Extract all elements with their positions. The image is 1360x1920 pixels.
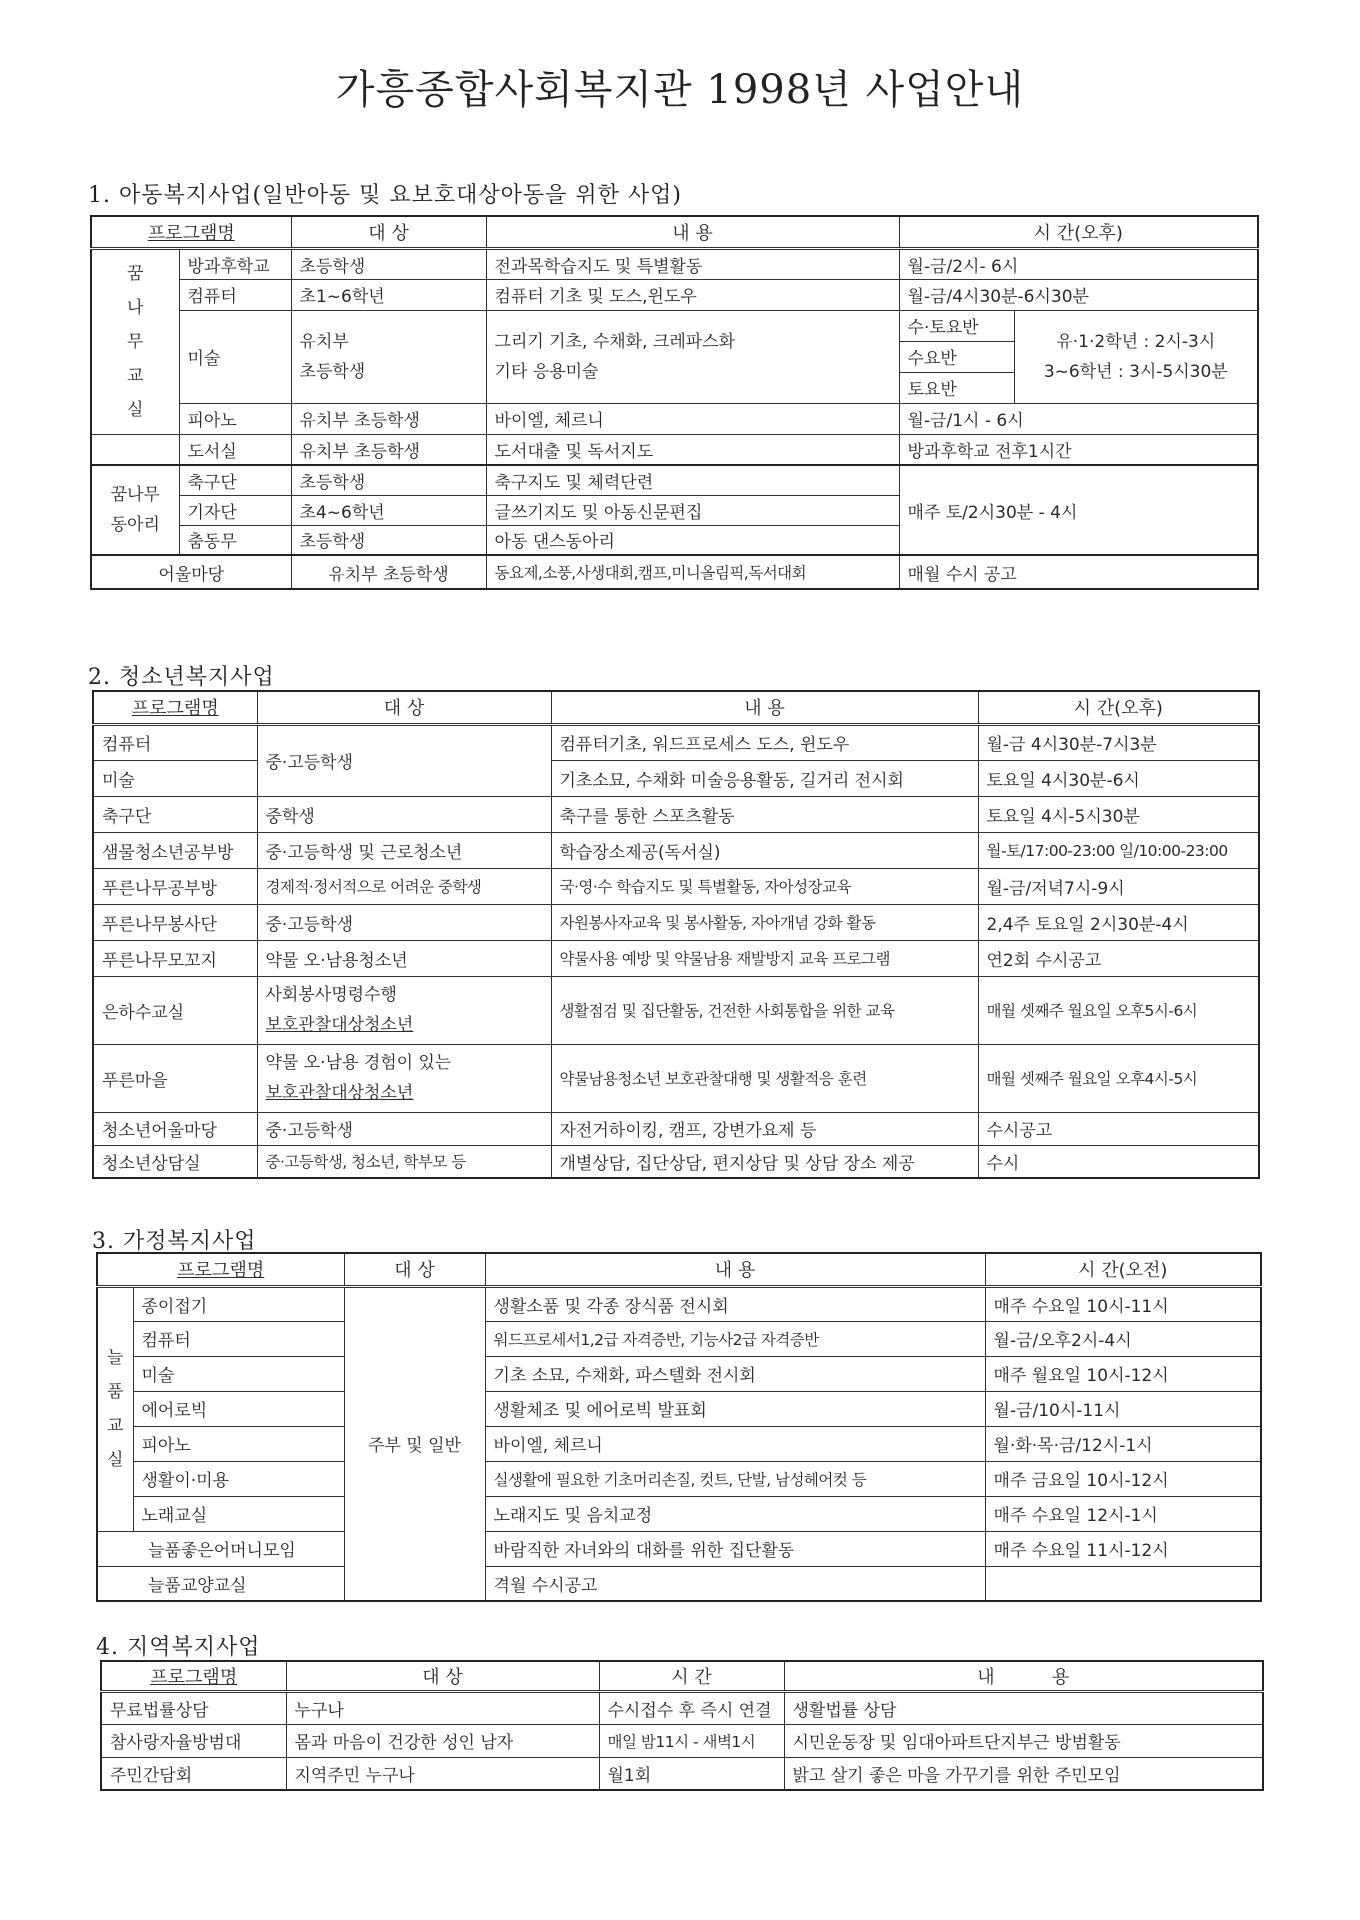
col-header-time: 시 간 xyxy=(599,1661,784,1691)
target: 유치부 초등학생 xyxy=(291,310,486,403)
time: 월-토/17:00-23:00 일/10:00-23:00 xyxy=(978,832,1259,868)
program-name: 푸른나무공부방 xyxy=(93,868,257,904)
target: 중·고등학생 xyxy=(257,904,551,940)
program-name: 노래교실 xyxy=(133,1496,344,1531)
program-name: 방과후학교 xyxy=(179,248,291,279)
content: 컴퓨터 기초 및 도스,윈도우 xyxy=(486,279,899,310)
time-class: 수·토요반 xyxy=(899,310,1014,341)
youth-welfare-table xyxy=(92,690,1260,1179)
time: 매주 월요일 10시-12시 xyxy=(985,1356,1261,1391)
program-name: 은하수교실 xyxy=(93,976,257,1044)
target: 몸과 마음이 건강한 성인 남자 xyxy=(286,1724,599,1757)
program-name: 미술 xyxy=(179,310,291,403)
group-label-dream-tree-class: 꿈 나 무 교 실 xyxy=(91,248,179,434)
content: 바이엘, 체르니 xyxy=(486,403,899,434)
table-row xyxy=(97,1566,1261,1601)
shared-target: 주부 및 일반 xyxy=(344,1286,485,1601)
time: 월-금/저녁7시-9시 xyxy=(978,868,1259,904)
program-name: 참사랑자율방범대 xyxy=(101,1724,286,1757)
col-header-target: 대 상 xyxy=(344,1253,485,1286)
time: 매주 수요일 11시-12시 xyxy=(985,1531,1261,1566)
time-class: 토요반 xyxy=(899,372,1014,403)
section-heading-community-welfare: 4. 지역복지사업 xyxy=(96,1635,261,1660)
table-row xyxy=(93,868,1259,904)
table-row xyxy=(91,434,1258,465)
time: 토요일 4시-5시30분 xyxy=(978,796,1259,832)
target: 유치부 초등학생 xyxy=(291,434,486,465)
col-header-program: 프로그램명 xyxy=(93,691,257,724)
col-header-content: 내 용 xyxy=(784,1661,1263,1691)
section-heading-youth-welfare: 2. 청소년복지사업 xyxy=(88,665,275,690)
table-row xyxy=(97,1426,1261,1461)
time: 매월 수시 공고 xyxy=(899,555,1258,589)
program-name: 춤동무 xyxy=(179,525,291,555)
content: 국·영·수 학습지도 및 특별활동, 자아성장교육 xyxy=(551,868,978,904)
target: 누구나 xyxy=(286,1691,599,1724)
program-name: 도서실 xyxy=(179,434,291,465)
table-header-row xyxy=(91,216,1258,248)
table-row xyxy=(93,1112,1259,1145)
program-name: 미술 xyxy=(133,1356,344,1391)
program-name: 컴퓨터 xyxy=(93,724,257,760)
target: 약물 오·남용청소년 xyxy=(257,940,551,976)
table-row xyxy=(91,403,1258,434)
table-row xyxy=(93,796,1259,832)
time: 월-금/4시30분-6시30분 xyxy=(899,279,1258,310)
time xyxy=(985,1566,1261,1601)
program-name: 푸른나무모꼬지 xyxy=(93,940,257,976)
time-detail: 유·1·2학년 : 2시-3시 3~6학년 : 3시-5시30분 xyxy=(1014,310,1258,403)
content: 전과목학습지도 및 특별활동 xyxy=(486,248,899,279)
time-class: 수요반 xyxy=(899,341,1014,372)
col-header-target: 대 상 xyxy=(286,1661,599,1691)
table-row xyxy=(91,465,1258,495)
table-header-row xyxy=(101,1661,1263,1691)
time: 매주 금요일 10시-12시 xyxy=(985,1461,1261,1496)
table-row xyxy=(93,904,1259,940)
target: 초1~6학년 xyxy=(291,279,486,310)
time: 월-금/2시- 6시 xyxy=(899,248,1258,279)
time: 수시 xyxy=(978,1145,1259,1178)
group-label-dream-tree-club: 꿈나무 동아리 xyxy=(91,465,179,555)
content: 약물사용 예방 및 약물남용 재발방지 교육 프로그램 xyxy=(551,940,978,976)
col-header-content: 내 용 xyxy=(485,1253,985,1286)
target: 중·고등학생, 청소년, 학부모 등 xyxy=(257,1145,551,1178)
time: 월-금/오후2시-4시 xyxy=(985,1321,1261,1356)
table-row xyxy=(97,1461,1261,1496)
content: 기초소묘, 수채화 미술응용활동, 길거리 전시회 xyxy=(551,760,978,796)
time: 월·화·목·금/12시-1시 xyxy=(985,1426,1261,1461)
target: 유치부 초등학생 xyxy=(291,555,486,589)
program-name: 푸른나무봉사단 xyxy=(93,904,257,940)
col-header-time: 시 간(오전) xyxy=(985,1253,1261,1286)
program-name: 늘품좋은어머니모임 xyxy=(97,1531,344,1566)
content: 축구지도 및 체력단련 xyxy=(486,465,899,495)
content: 아동 댄스동아리 xyxy=(486,525,899,555)
table-row xyxy=(93,832,1259,868)
target: 중학생 xyxy=(257,796,551,832)
group-label-neulpum-class: 늘 품 교 실 xyxy=(97,1286,133,1531)
time: 연2회 수시공고 xyxy=(978,940,1259,976)
program-name: 피아노 xyxy=(133,1426,344,1461)
content: 개별상담, 집단상담, 편지상담 및 상담 장소 제공 xyxy=(551,1145,978,1178)
table-row xyxy=(101,1724,1263,1757)
content: 생활점검 및 집단활동, 건전한 사회통합을 위한 교육 xyxy=(551,976,978,1044)
target: 약물 오·남용 경험이 있는 보호관찰대상청소년 xyxy=(257,1044,551,1112)
table-row xyxy=(93,1044,1259,1112)
table-row xyxy=(97,1496,1261,1531)
content: 바이엘, 체르니 xyxy=(485,1426,985,1461)
table-row xyxy=(97,1531,1261,1566)
col-header-program: 프로그램명 xyxy=(97,1253,344,1286)
time: 월-금/10시-11시 xyxy=(985,1391,1261,1426)
target: 초등학생 xyxy=(291,525,486,555)
col-header-content: 내 용 xyxy=(551,691,978,724)
program-name: 에어로빅 xyxy=(133,1391,344,1426)
table-row xyxy=(97,1286,1261,1321)
target: 초등학생 xyxy=(291,465,486,495)
time: 수시접수 후 즉시 연결 xyxy=(599,1691,784,1724)
col-header-program: 프로그램명 xyxy=(91,216,291,248)
target: 경제적·정서적으로 어려운 중학생 xyxy=(257,868,551,904)
time: 월-금 4시30분-7시3분 xyxy=(978,724,1259,760)
program-name: 피아노 xyxy=(179,403,291,434)
table-row xyxy=(91,310,1258,341)
table-row xyxy=(91,279,1258,310)
col-header-target: 대 상 xyxy=(257,691,551,724)
table-row xyxy=(91,555,1258,589)
content: 노래지도 및 음치교정 xyxy=(485,1496,985,1531)
family-welfare-table xyxy=(96,1252,1262,1602)
col-header-target: 대 상 xyxy=(291,216,486,248)
content: 그리기 기초, 수채화, 크레파스화 기타 응용미술 xyxy=(486,310,899,403)
child-welfare-table xyxy=(90,215,1259,590)
time: 월-금/1시 - 6시 xyxy=(899,403,1258,434)
content: 축구를 통한 스포츠활동 xyxy=(551,796,978,832)
time: 매일 밤11시 - 새벽1시 xyxy=(599,1724,784,1757)
table-header-row xyxy=(97,1253,1261,1286)
content: 실생활에 필요한 기초머리손질, 컷트, 단발, 남성헤어컷 등 xyxy=(485,1461,985,1496)
content: 자전거하이킹, 캠프, 강변가요제 등 xyxy=(551,1112,978,1145)
content: 컴퓨터기초, 워드프로세스 도스, 윈도우 xyxy=(551,724,978,760)
content: 학습장소제공(독서실) xyxy=(551,832,978,868)
target: 중·고등학생 xyxy=(257,1112,551,1145)
table-row xyxy=(97,1321,1261,1356)
time: 수시공고 xyxy=(978,1112,1259,1145)
shared-time: 매주 토/2시30분 - 4시 xyxy=(899,465,1258,555)
program-name: 종이접기 xyxy=(133,1286,344,1321)
program-name: 기자단 xyxy=(179,495,291,525)
table-row xyxy=(97,1356,1261,1391)
table-row xyxy=(93,940,1259,976)
target: 중·고등학생 및 근로청소년 xyxy=(257,832,551,868)
content: 워드프로세서1,2급 자격증반, 기능사2급 자격증반 xyxy=(485,1321,985,1356)
table-row xyxy=(93,976,1259,1044)
time: 2,4주 토요일 2시30분-4시 xyxy=(978,904,1259,940)
program-name: 푸른마을 xyxy=(93,1044,257,1112)
content: 생활법률 상담 xyxy=(784,1691,1263,1724)
program-name: 늘품교양교실 xyxy=(97,1566,344,1601)
table-row xyxy=(97,1391,1261,1426)
time: 월1회 xyxy=(599,1757,784,1790)
col-header-program: 프로그램명 xyxy=(101,1661,286,1691)
program-name: 샘물청소년공부방 xyxy=(93,832,257,868)
table-row xyxy=(91,248,1258,279)
time: 매월 셋째주 월요일 오후4시-5시 xyxy=(978,1044,1259,1112)
program-name: 컴퓨터 xyxy=(133,1321,344,1356)
content: 자원봉사자교육 및 봉사활동, 자아개념 강화 활동 xyxy=(551,904,978,940)
program-name: 주민간담회 xyxy=(101,1757,286,1790)
content: 동요제,소풍,사생대회,캠프,미니올림픽,독서대회 xyxy=(486,555,899,589)
community-welfare-table xyxy=(100,1660,1264,1791)
col-header-content: 내 용 xyxy=(486,216,899,248)
content: 시민운동장 및 임대아파트단지부근 방범활동 xyxy=(784,1724,1263,1757)
table-row xyxy=(101,1757,1263,1790)
col-header-time: 시 간(오후) xyxy=(978,691,1259,724)
program-name: 미술 xyxy=(93,760,257,796)
target: 사회봉사명령수행 보호관찰대상청소년 xyxy=(257,976,551,1044)
program-name: 무료법률상담 xyxy=(101,1691,286,1724)
content: 생활소품 및 각종 장식품 전시회 xyxy=(485,1286,985,1321)
time: 매주 수요일 10시-11시 xyxy=(985,1286,1261,1321)
target: 지역주민 누구나 xyxy=(286,1757,599,1790)
time: 토요일 4시30분-6시 xyxy=(978,760,1259,796)
content: 기초 소묘, 수채화, 파스텔화 전시회 xyxy=(485,1356,985,1391)
time: 매주 수요일 12시-1시 xyxy=(985,1496,1261,1531)
content: 글쓰기지도 및 아동신문편집 xyxy=(486,495,899,525)
section-heading-child-welfare: 1. 아동복지사업(일반아동 및 요보호대상아동을 위한 사업) xyxy=(88,183,682,208)
page-title: 가흥종합사회복지관 1998년 사업안내 xyxy=(335,67,1025,113)
program-name: 축구단 xyxy=(179,465,291,495)
program-name: 청소년상담실 xyxy=(93,1145,257,1178)
program-name: 컴퓨터 xyxy=(179,279,291,310)
content: 약물남용청소년 보호관찰대행 및 생활적응 훈련 xyxy=(551,1044,978,1112)
content: 바람직한 자녀와의 대화를 위한 집단활동 xyxy=(485,1531,985,1566)
content: 도서대출 및 독서지도 xyxy=(486,434,899,465)
target: 중·고등학생 xyxy=(257,724,551,796)
time: 매월 셋째주 월요일 오후5시-6시 xyxy=(978,976,1259,1044)
program-name: 축구단 xyxy=(93,796,257,832)
time: 방과후학교 전후1시간 xyxy=(899,434,1258,465)
content: 밝고 살기 좋은 마을 가꾸기를 위한 주민모임 xyxy=(784,1757,1263,1790)
table-row xyxy=(101,1691,1263,1724)
program-name: 청소년어울마당 xyxy=(93,1112,257,1145)
content: 생활체조 및 에어로빅 발표회 xyxy=(485,1391,985,1426)
col-header-time: 시 간(오후) xyxy=(899,216,1258,248)
table-row xyxy=(93,1145,1259,1178)
target: 초4~6학년 xyxy=(291,495,486,525)
content: 격월 수시공고 xyxy=(485,1566,985,1601)
program-name: 생활이·미용 xyxy=(133,1461,344,1496)
target: 초등학생 xyxy=(291,248,486,279)
table-row xyxy=(93,724,1259,760)
program-name: 어울마당 xyxy=(91,555,291,589)
table-header-row xyxy=(93,691,1259,724)
target: 유치부 초등학생 xyxy=(291,403,486,434)
section-heading-family-welfare: 3. 가정복지사업 xyxy=(92,1229,257,1254)
